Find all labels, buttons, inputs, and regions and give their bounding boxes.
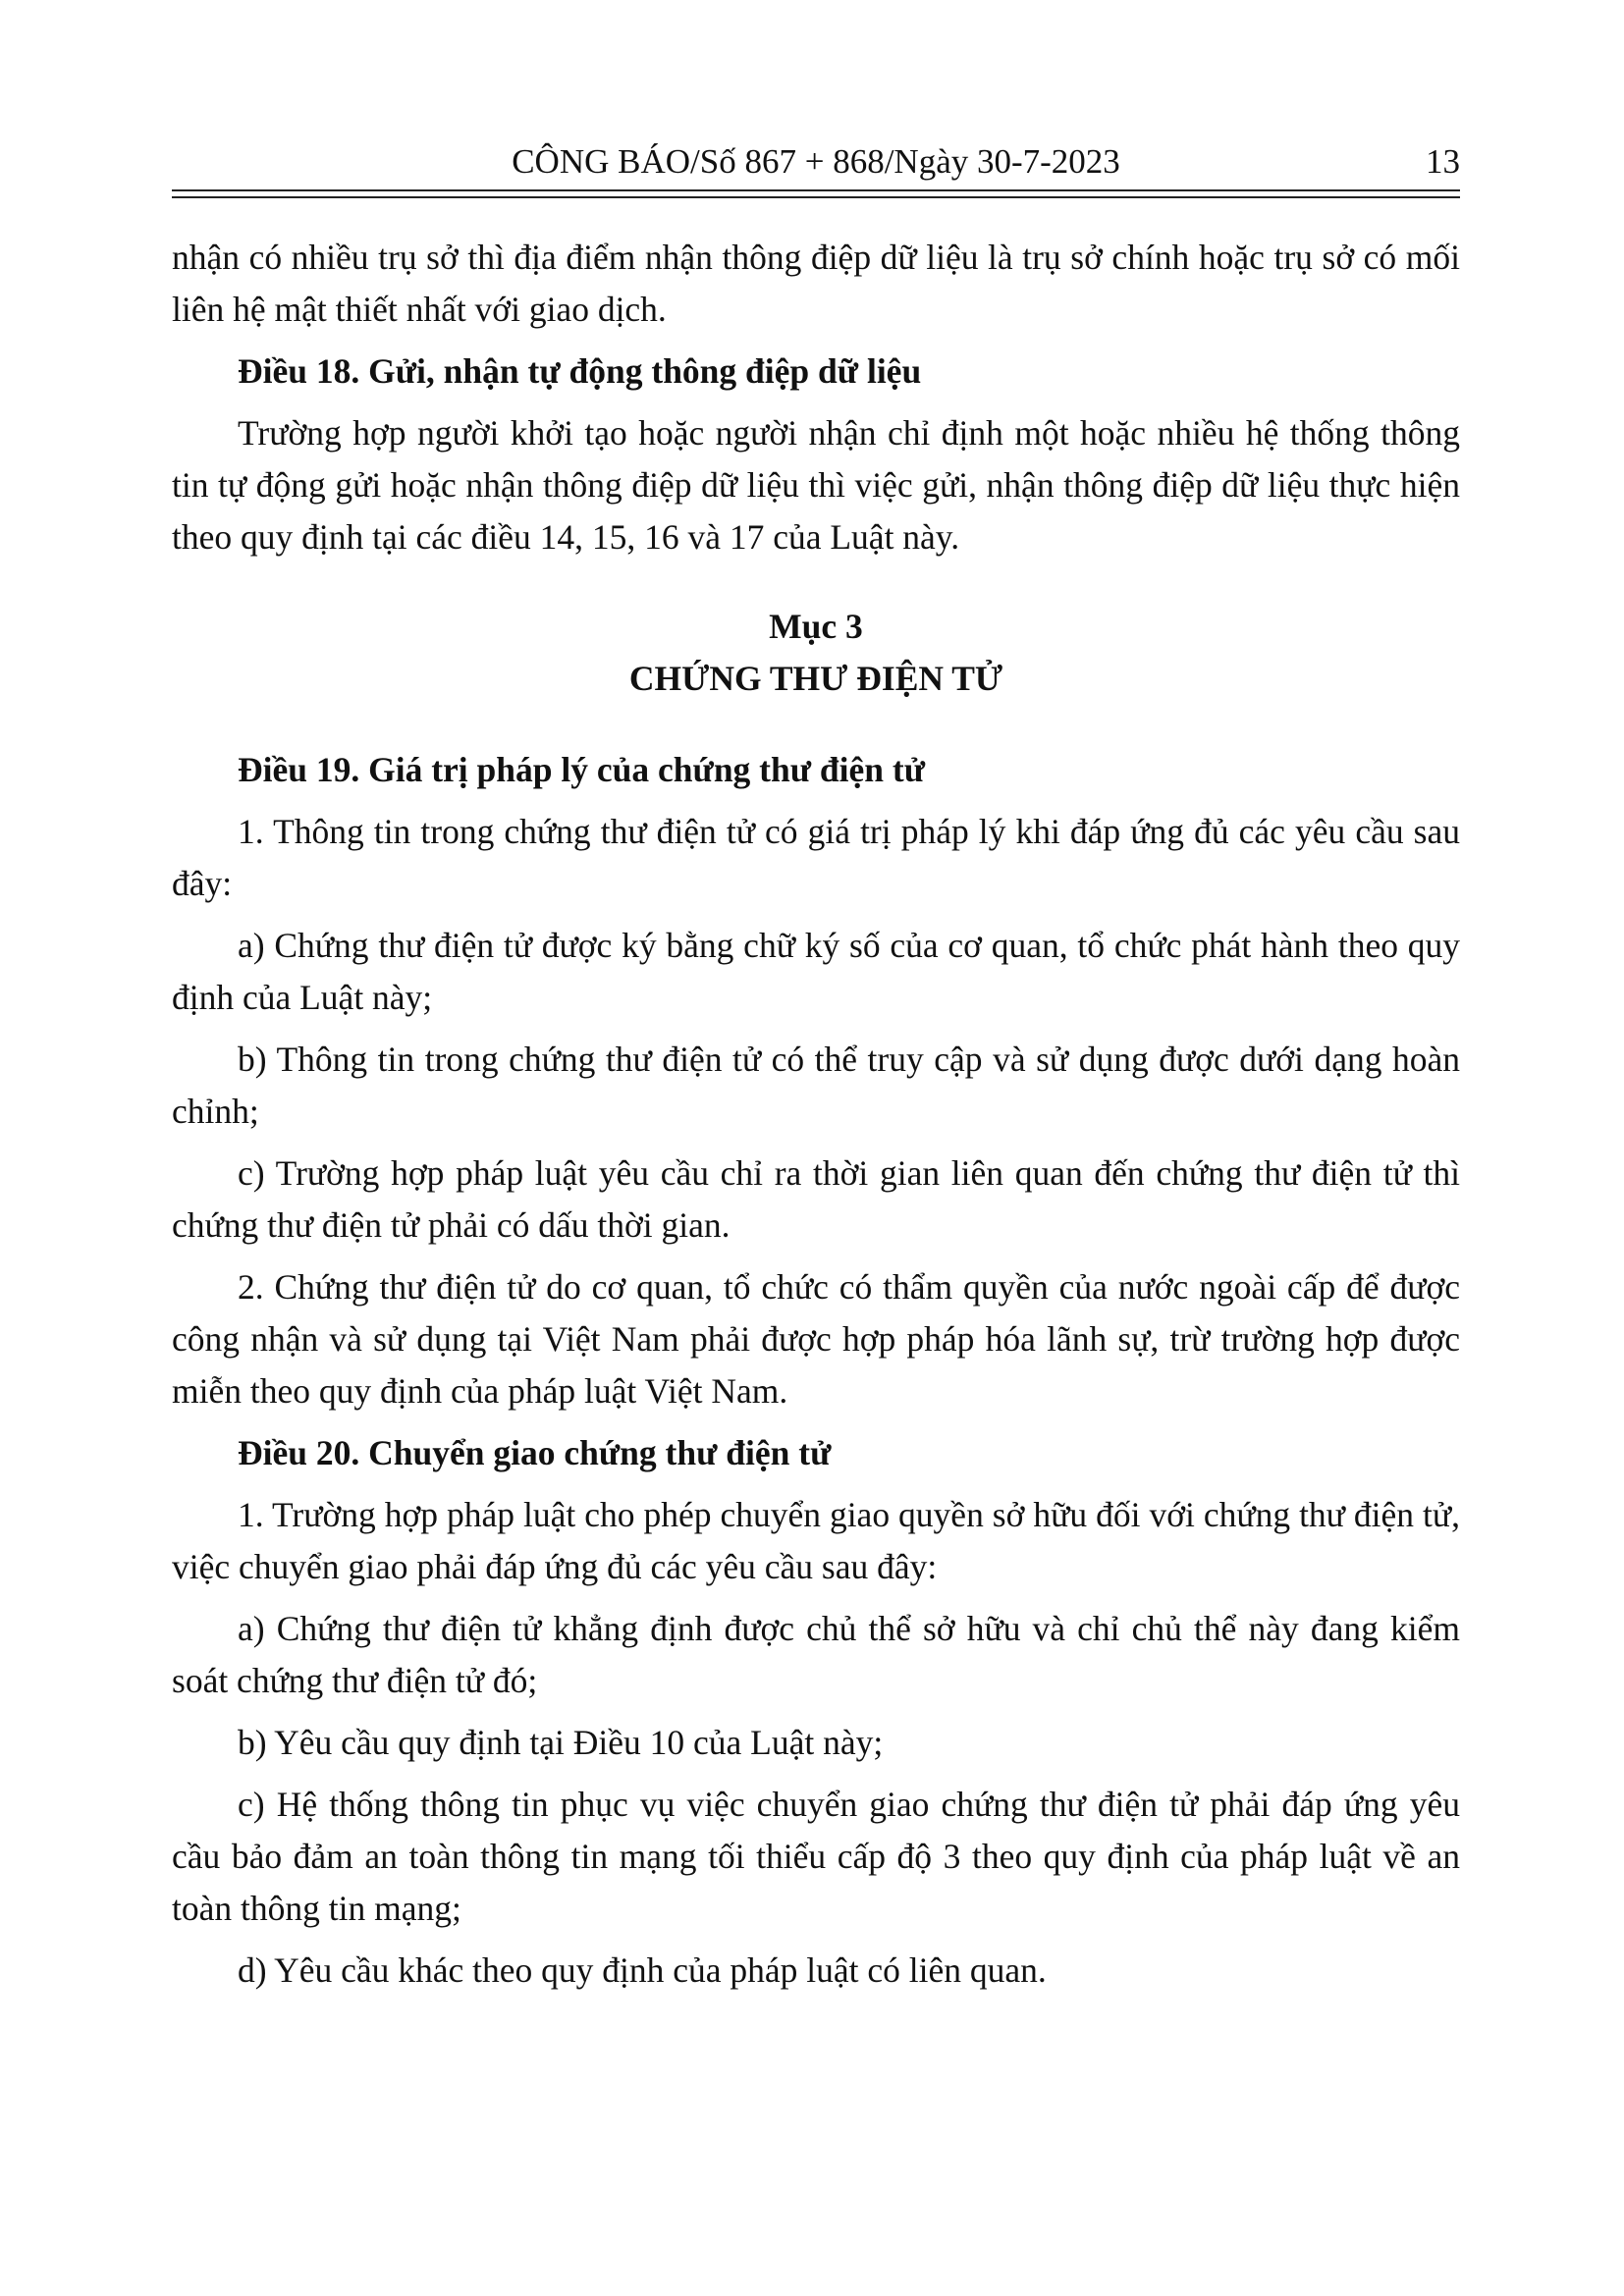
article-20-point-c: c) Hệ thống thông tin phục vụ việc chuyển giao chứng thư điện tử phải đáp ứng yêu cầu bảo đảm an toàn thông tin mạng tối thiểu cấp độ 3 theo quy định của pháp luật về an toàn thông tin mạng; [172, 1785, 1460, 1928]
section-number: Mục 3 [769, 607, 863, 646]
page-number: 13 [1426, 142, 1460, 181]
article-19-point-c: c) Trường hợp pháp luật yêu cầu chỉ ra thời gian liên quan đến chứng thư điện tử thì chứng thư điện tử phải có dấu thời gian. [172, 1153, 1460, 1245]
article-19-title: Điều 19. Giá trị pháp lý của chứng thư điện tử [238, 750, 926, 789]
article-20-point-d: d) Yêu cầu khác theo quy định của pháp luật có liên quan. [238, 1950, 1047, 1990]
section-title: CHỨNG THƯ ĐIỆN TỬ [628, 659, 1003, 698]
article-19-clause-2: 2. Chứng thư điện tử do cơ quan, tổ chức có thẩm quyền của nước ngoài cấp để được công nhận và sử dụng tại Việt Nam phải được hợp pháp hóa lãnh sự, trừ trường hợp được miễn theo quy định của pháp luật Việt Nam. [172, 1267, 1460, 1411]
gazette-header-title: CÔNG BÁO/Số 867 + 868/Ngày 30-7-2023 [512, 142, 1120, 181]
header-rule-top [172, 189, 1460, 191]
article-19-clause-1: 1. Thông tin trong chứng thư điện tử có giá trị pháp lý khi đáp ứng đủ các yêu cầu sau đây: [172, 812, 1460, 903]
article-20-point-a: a) Chứng thư điện tử khẳng định được chủ thể sở hữu và chỉ chủ thể này đang kiểm soát chứng thư điện tử đó; [172, 1609, 1460, 1700]
paragraph-continued: nhận có nhiều trụ sở thì địa điểm nhận thông điệp dữ liệu là trụ sở chính hoặc trụ sở có mối liên hệ mật thiết nhất với giao dịch. [172, 238, 1460, 329]
article-19-point-a: a) Chứng thư điện tử được ký bằng chữ ký số của cơ quan, tổ chức phát hành theo quy định của Luật này; [172, 926, 1460, 1017]
article-20-clause-1: 1. Trường hợp pháp luật cho phép chuyển giao quyền sở hữu đối với chứng thư điện tử, việc chuyển giao phải đáp ứng đủ các yêu cầu sau đây: [172, 1495, 1460, 1586]
header-rule-bottom [172, 196, 1460, 198]
article-19-point-b: b) Thông tin trong chứng thư điện tử có thể truy cập và sử dụng được dưới dạng hoàn chỉnh; [172, 1040, 1460, 1131]
article-20-title: Điều 20. Chuyển giao chứng thư điện tử [238, 1433, 832, 1472]
page-header [172, 137, 1460, 187]
article-18-paragraph: Trường hợp người khởi tạo hoặc người nhận chỉ định một hoặc nhiều hệ thống thông tin tự động gửi hoặc nhận thông điệp dữ liệu thì việc gửi, nhận thông điệp dữ liệu thực hiện theo quy định tại các điều 14, 15, 16 và 17 của Luật này. [172, 413, 1460, 557]
document-body [172, 232, 1460, 2006]
article-20-point-b: b) Yêu cầu quy định tại Điều 10 của Luật này; [238, 1723, 884, 1762]
article-18-title: Điều 18. Gửi, nhận tự động thông điệp dữ liệu [238, 351, 922, 391]
